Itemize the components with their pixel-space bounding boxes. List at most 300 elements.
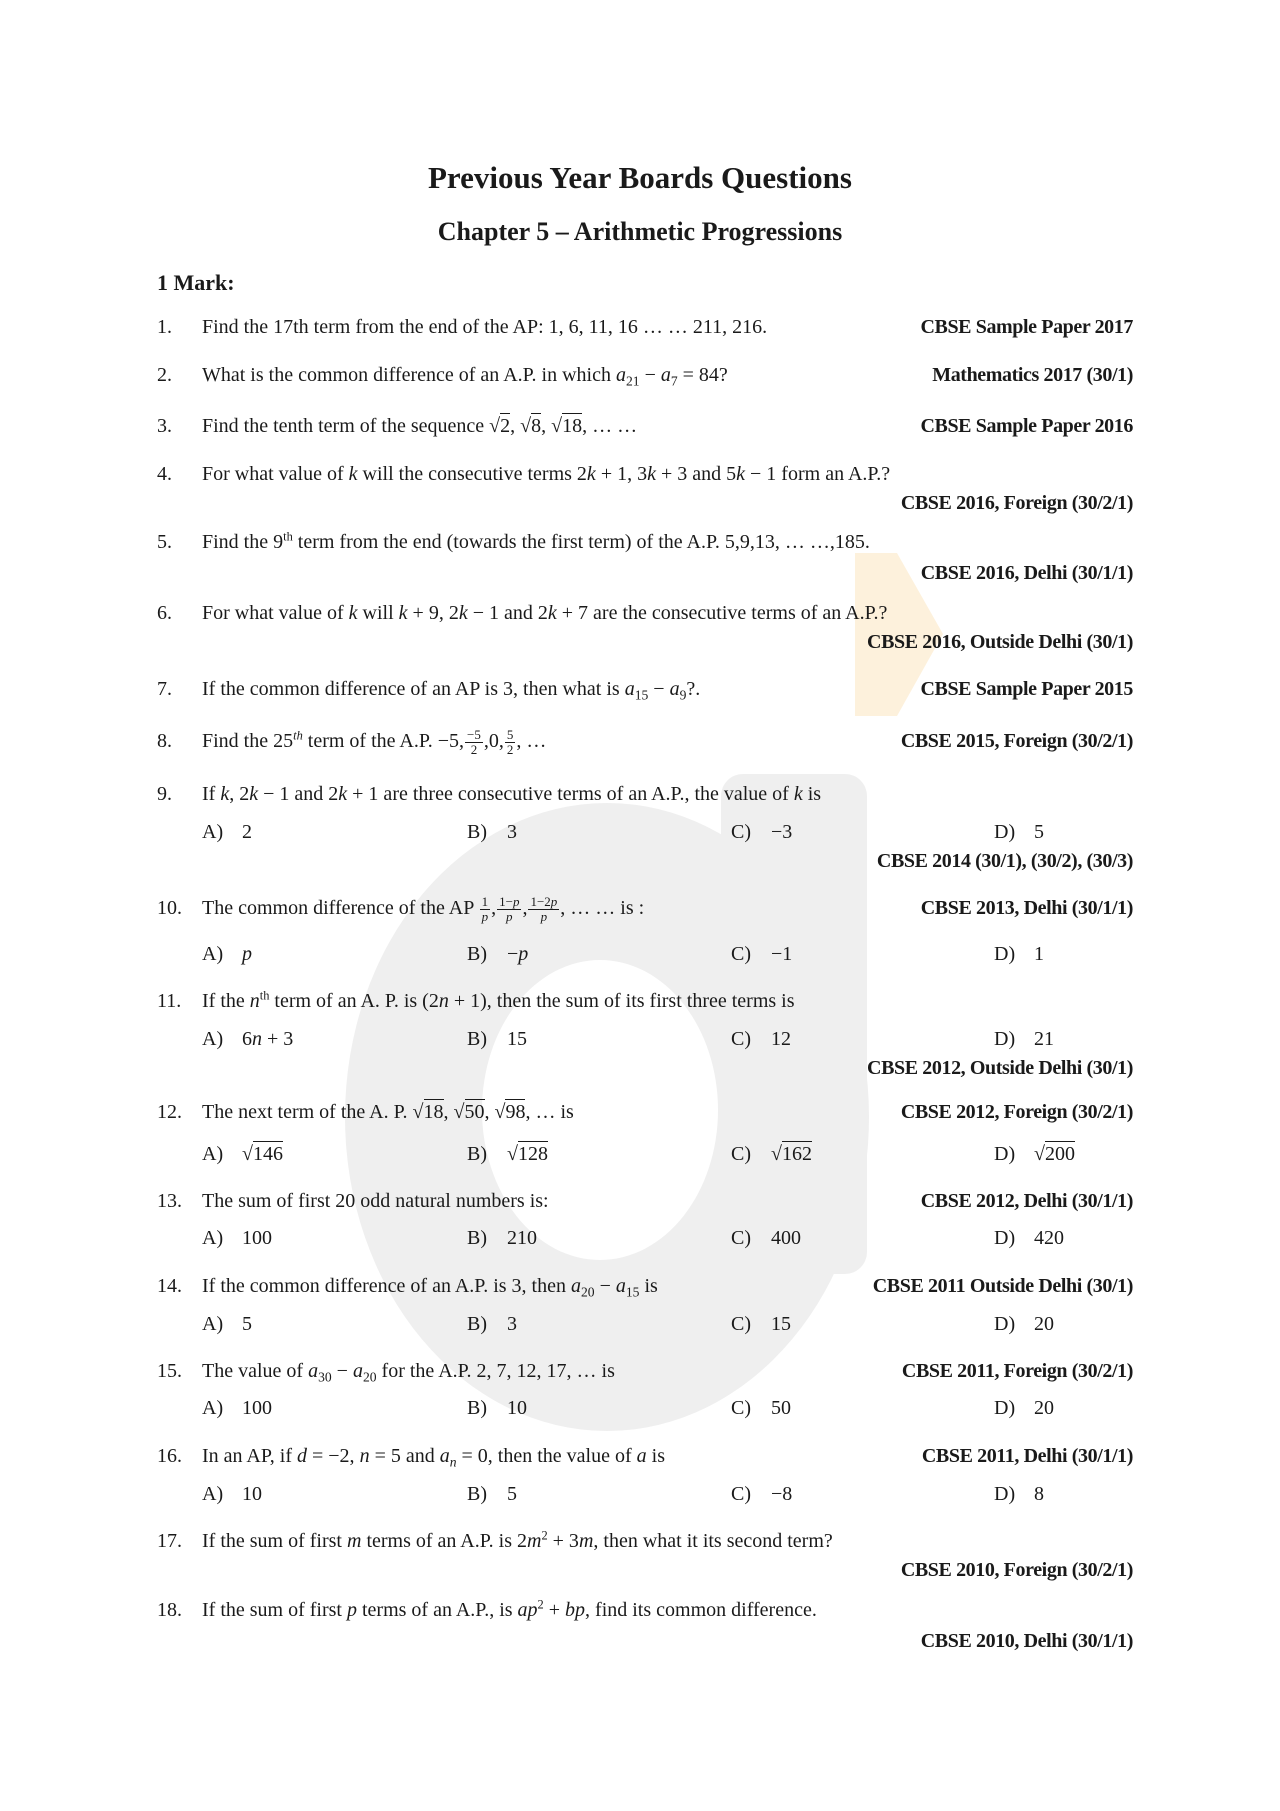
- option-label: D): [994, 821, 1016, 843]
- option-b: [467, 1393, 527, 1423]
- question-source: Mathematics 2017 (30/1): [932, 364, 1133, 386]
- question-source: CBSE 2010, Foreign (30/2/1): [900, 1559, 1133, 1581]
- option-value: [771, 943, 792, 965]
- text-run: For what value of: [202, 463, 349, 485]
- math-variable: n: [438, 990, 449, 1012]
- text-run: , then what it its second term?: [593, 1530, 833, 1552]
- text-run: If the sum of first: [202, 1530, 347, 1552]
- option-d: [994, 1309, 1054, 1339]
- math-variable: bp: [565, 1599, 586, 1621]
- question-10-options: [157, 939, 1133, 969]
- question-4: [157, 459, 1133, 489]
- fraction-numerator: [505, 728, 516, 743]
- text-run: , 2: [229, 783, 250, 805]
- text-run: − 1 form an A.P.?: [745, 463, 891, 485]
- radicand: 50: [464, 1101, 485, 1123]
- option-label: B): [467, 1028, 487, 1050]
- radicand: 200: [1044, 1143, 1075, 1165]
- question-7: [157, 674, 1133, 704]
- subscript: 30: [318, 1369, 332, 1385]
- math-variable: k: [249, 783, 259, 805]
- text-run: , …: [516, 730, 547, 752]
- question-number: 15.: [157, 1360, 182, 1382]
- subscript: 20: [580, 1284, 595, 1300]
- text-run: , … …: [582, 415, 638, 437]
- question-number: 16.: [157, 1445, 182, 1467]
- text-run: −: [507, 943, 519, 965]
- question-source: CBSE 2016, Foreign (30/2/1): [900, 492, 1133, 514]
- option-value: [1034, 1227, 1064, 1249]
- option-b: [467, 817, 517, 847]
- question-source: CBSE 2010, Delhi (30/1/1): [920, 1630, 1133, 1652]
- question-text: [202, 1441, 665, 1471]
- text-run: 5: [506, 726, 514, 742]
- text-run: √: [1034, 1143, 1045, 1165]
- math-variable: k: [220, 783, 230, 805]
- math-variable: p: [512, 893, 520, 909]
- question-source: CBSE Sample Paper 2016: [920, 415, 1133, 437]
- question-14: [157, 1271, 1133, 1301]
- math-variable: a: [660, 364, 671, 386]
- question-number: 18.: [157, 1599, 182, 1621]
- section-heading: 1 Mark:: [157, 270, 235, 295]
- text-run: − 1 and 2: [467, 602, 548, 624]
- question-6: [157, 598, 1133, 628]
- option-value: [1034, 1313, 1054, 1335]
- question-number: 14.: [157, 1275, 182, 1297]
- question-source: CBSE 2015, Foreign (30/2/1): [900, 730, 1133, 752]
- text-run: terms of an A.P. is 2: [361, 1530, 527, 1552]
- question-text: [202, 312, 767, 342]
- math-variable: a: [624, 678, 635, 700]
- question-16: [157, 1441, 1133, 1471]
- text-run: −3: [771, 821, 793, 843]
- question-text: [202, 726, 546, 757]
- text-run: +: [543, 1599, 566, 1621]
- math-variable: k: [736, 463, 746, 485]
- question-12: [157, 1097, 1133, 1127]
- question-text: [202, 527, 870, 557]
- text-run: √: [453, 1101, 465, 1123]
- text-run: −8: [771, 1483, 793, 1505]
- subscript: 9: [679, 687, 687, 703]
- option-value: [1034, 1397, 1054, 1419]
- question-text: [202, 598, 887, 628]
- option-label: A): [202, 1227, 224, 1249]
- text-run: 1−2: [530, 893, 551, 909]
- text-run: 100: [242, 1397, 272, 1419]
- option-b: [467, 939, 528, 969]
- option-d: [994, 1024, 1054, 1054]
- math-variable: k: [348, 602, 358, 624]
- question-source: CBSE 2011, Foreign (30/2/1): [901, 1360, 1133, 1382]
- option-label: D): [994, 1397, 1016, 1419]
- text-run: is: [802, 783, 822, 805]
- text-run: 2: [506, 741, 514, 757]
- option-value: [507, 1227, 537, 1249]
- text-run: 21: [1034, 1028, 1054, 1050]
- math-variable: a: [615, 1275, 626, 1297]
- option-a: [202, 1309, 252, 1339]
- subscript: 20: [362, 1369, 377, 1385]
- math-variable: k: [647, 463, 656, 485]
- subscript: n: [449, 1454, 457, 1470]
- text-run: √: [551, 415, 563, 437]
- option-label: A): [202, 1028, 224, 1050]
- math-variable: k: [348, 463, 358, 485]
- text-run: ?.: [686, 678, 701, 700]
- option-c: [731, 1139, 812, 1169]
- text-run: will the consecutive terms 2: [357, 463, 587, 485]
- question-text: [202, 1271, 658, 1301]
- option-d: [994, 1223, 1064, 1253]
- text-run: 10: [242, 1483, 262, 1505]
- math-variable: p: [518, 943, 529, 965]
- option-label: A): [202, 1313, 224, 1335]
- option-label: B): [467, 1227, 487, 1249]
- option-a: [202, 817, 252, 847]
- radicand: 128: [517, 1143, 548, 1165]
- question-text: [202, 779, 821, 809]
- option-a: [202, 1024, 293, 1054]
- question-number: 4.: [157, 463, 172, 485]
- text-run: √: [494, 1101, 506, 1123]
- math-variable: k: [547, 602, 557, 624]
- option-label: A): [202, 1397, 224, 1419]
- option-c: [731, 817, 792, 847]
- option-c: [731, 1479, 792, 1509]
- radicand: 162: [781, 1143, 812, 1165]
- option-label: C): [731, 1143, 751, 1165]
- option-c: [731, 1223, 801, 1253]
- text-run: If the common difference of an A.P. is 3, then: [202, 1275, 571, 1297]
- question-source: CBSE 2013, Delhi (30/1/1): [920, 897, 1133, 919]
- text-run: 420: [1034, 1227, 1064, 1249]
- text-run: + 1), then the sum of its first three terms is: [448, 990, 795, 1012]
- question-number: 1.: [157, 316, 172, 338]
- text-run: is: [646, 1445, 665, 1467]
- math-variable: ap: [517, 1599, 538, 1621]
- option-value: [771, 1483, 792, 1505]
- text-run: 2: [470, 741, 478, 757]
- text-run: 15: [507, 1028, 527, 1050]
- fraction-numerator: [480, 895, 491, 910]
- text-run: 8: [1034, 1483, 1044, 1505]
- text-run: Find the 9: [202, 531, 284, 553]
- text-run: Find the 25: [202, 730, 294, 752]
- option-value: [507, 1397, 527, 1419]
- option-label: A): [202, 1143, 224, 1165]
- text-run: + 1 are three consecutive terms of an A.P., the value of: [347, 783, 794, 805]
- superscript: th: [259, 988, 270, 1003]
- math-variable: m: [527, 1530, 542, 1552]
- fraction-numerator: [497, 895, 521, 910]
- text-run: ,: [443, 1101, 454, 1123]
- text-run: −: [639, 364, 661, 386]
- question-number: 8.: [157, 730, 172, 752]
- text-run: The next term of the A. P.: [202, 1101, 413, 1123]
- math-variable: p: [481, 908, 489, 924]
- question-2: [157, 360, 1133, 390]
- math-variable: n: [249, 990, 260, 1012]
- math-variable: a: [615, 364, 626, 386]
- text-run: term from the end (towards the first term) of the A.P. 5,9,13, … …,185.: [292, 531, 870, 553]
- option-label: D): [994, 1483, 1016, 1505]
- option-label: D): [994, 1313, 1016, 1335]
- question-number: 11.: [157, 990, 182, 1012]
- question-source: CBSE 2014 (30/1), (30/2), (30/3): [876, 850, 1133, 872]
- text-run: term of the A.P. −5,: [302, 730, 465, 752]
- question-source: CBSE 2016, Outside Delhi (30/1): [867, 631, 1133, 653]
- option-value: [771, 1141, 812, 1165]
- text-run: Find the tenth term of the sequence: [202, 415, 490, 437]
- option-label: A): [202, 821, 224, 843]
- text-run: 3: [507, 1313, 517, 1335]
- question-text: [202, 411, 637, 441]
- text-run: is: [639, 1275, 658, 1297]
- option-value: [771, 1028, 791, 1050]
- question-number: 5.: [157, 531, 172, 553]
- option-a: [202, 1223, 272, 1253]
- option-label: C): [731, 1028, 751, 1050]
- option-label: D): [994, 1143, 1016, 1165]
- fraction: [528, 895, 559, 924]
- text-run: , … … is :: [560, 897, 645, 919]
- option-label: C): [731, 821, 751, 843]
- question-number: 17.: [157, 1530, 182, 1552]
- option-value: [1034, 1141, 1075, 1165]
- option-label: C): [731, 1227, 751, 1249]
- question-source: CBSE Sample Paper 2017: [920, 316, 1133, 338]
- text-run: 2: [242, 821, 252, 843]
- question-text: [202, 1595, 817, 1625]
- superscript: th: [283, 529, 293, 544]
- text-run: term of an A. P. is (2: [269, 990, 439, 1012]
- radicand: 18: [562, 415, 583, 437]
- question-source: CBSE 2012, Outside Delhi (30/1): [867, 1057, 1133, 1079]
- option-value: [507, 943, 528, 965]
- option-label: B): [467, 943, 487, 965]
- option-label: C): [731, 1313, 751, 1335]
- option-label: B): [467, 1397, 487, 1419]
- question-5-source-row: [157, 558, 1133, 588]
- question-text: [202, 986, 795, 1016]
- question-11-options: [157, 1024, 1133, 1054]
- text-run: 3: [507, 821, 517, 843]
- fraction-numerator: [528, 895, 559, 910]
- fraction-denominator: [528, 910, 559, 924]
- option-value: [1034, 1483, 1044, 1505]
- math-variable: p: [540, 908, 548, 924]
- question-14-options: [157, 1309, 1133, 1339]
- fraction: [465, 728, 483, 757]
- option-value: [507, 1313, 517, 1335]
- math-variable: a: [669, 678, 680, 700]
- fraction-denominator: [497, 910, 521, 924]
- text-run: 5: [507, 1483, 517, 1505]
- math-variable: m: [578, 1530, 594, 1552]
- option-c: [731, 939, 792, 969]
- text-run: + 3: [547, 1530, 579, 1552]
- math-variable: k: [586, 463, 596, 485]
- question-12-options: [157, 1139, 1133, 1169]
- text-run: In an AP, if: [202, 1445, 297, 1467]
- subscript: 15: [625, 1284, 640, 1300]
- text-run: 5: [242, 1313, 252, 1335]
- text-run: If the: [202, 990, 250, 1012]
- text-run: √: [412, 1101, 424, 1123]
- question-text: [202, 1097, 574, 1127]
- option-value: [771, 1397, 791, 1419]
- question-source: CBSE 2012, Foreign (30/2/1): [900, 1101, 1133, 1123]
- text-run: will: [357, 602, 399, 624]
- question-15: [157, 1356, 1133, 1386]
- fraction: [497, 895, 521, 924]
- text-run: If the sum of first: [202, 1599, 347, 1621]
- radicand: 98: [505, 1101, 526, 1123]
- question-10: [157, 893, 1133, 923]
- radicand: 8: [531, 415, 542, 437]
- option-a: [202, 939, 252, 969]
- math-variable: a: [308, 1360, 319, 1382]
- option-a: [202, 1139, 283, 1169]
- text-run: 210: [507, 1227, 537, 1249]
- text-run: = 5 and: [369, 1445, 440, 1467]
- text-run: , … is: [525, 1101, 574, 1123]
- radicand: 18: [423, 1101, 444, 1123]
- text-run: = 0, then the value of: [456, 1445, 637, 1467]
- superscript: 2: [541, 1528, 548, 1543]
- option-value: [242, 1397, 272, 1419]
- text-run: 12: [771, 1028, 791, 1050]
- option-d: [994, 939, 1044, 969]
- text-run: For what value of: [202, 602, 349, 624]
- option-a: [202, 1393, 272, 1423]
- option-label: D): [994, 1028, 1016, 1050]
- text-run: for the A.P. 2, 7, 12, 17, … is: [376, 1360, 615, 1382]
- fraction-denominator: [465, 743, 483, 757]
- radicand: 146: [252, 1143, 283, 1165]
- option-label: D): [994, 943, 1016, 965]
- question-number: 2.: [157, 364, 172, 386]
- text-run: −: [594, 1275, 616, 1297]
- text-run: −1: [771, 943, 793, 965]
- text-run: 6: [242, 1028, 252, 1050]
- question-11: [157, 986, 1133, 1016]
- text-run: −: [648, 678, 670, 700]
- text-run: ,: [510, 415, 521, 437]
- fraction-numerator: [465, 728, 483, 743]
- option-value: [507, 821, 517, 843]
- text-run: + 1, 3: [595, 463, 648, 485]
- math-variable: k: [398, 602, 408, 624]
- option-value: [1034, 943, 1044, 965]
- math-variable: k: [338, 783, 348, 805]
- option-label: C): [731, 1397, 751, 1419]
- fraction: [505, 728, 516, 757]
- option-b: [467, 1223, 537, 1253]
- question-source: CBSE 2011 Outside Delhi (30/1): [872, 1275, 1133, 1297]
- math-variable: k: [793, 783, 803, 805]
- text-run: 5: [1034, 821, 1044, 843]
- text-run: What is the common difference of an A.P. in which: [202, 364, 616, 386]
- question-number: 6.: [157, 602, 172, 624]
- superscript: th: [293, 728, 303, 743]
- text-run: 20: [1034, 1313, 1054, 1335]
- text-run: ,: [522, 897, 528, 919]
- question-3: [157, 411, 1133, 441]
- text-run: 1: [481, 893, 489, 909]
- option-c: [731, 1024, 791, 1054]
- text-run: √: [489, 415, 501, 437]
- text-run: , find its common difference.: [585, 1599, 817, 1621]
- page-title: Previous Year Boards Questions: [428, 160, 852, 195]
- subscript: 21: [625, 373, 640, 389]
- option-value: [242, 1313, 252, 1335]
- option-value: [242, 821, 252, 843]
- question-4-source-row: [157, 488, 1133, 518]
- text-run: 10: [507, 1397, 527, 1419]
- question-number: 12.: [157, 1101, 182, 1123]
- superscript: 2: [537, 1597, 544, 1612]
- question-9-options: [157, 817, 1133, 847]
- question-15-options: [157, 1393, 1133, 1423]
- text-run: If the common difference of an AP is 3, then what is: [202, 678, 625, 700]
- text-run: + 7 are the consecutive terms of an A.P.?: [556, 602, 888, 624]
- text-run: √: [771, 1143, 782, 1165]
- option-d: [994, 817, 1044, 847]
- text-run: Find the 17th term from the end of the AP: 1, 6, 11, 16 … … 211, 216.: [202, 316, 768, 338]
- option-value: [507, 1141, 548, 1165]
- text-run: The common difference of the AP: [202, 897, 479, 919]
- fraction: [480, 895, 491, 924]
- option-value: [242, 1028, 293, 1050]
- option-c: [731, 1309, 791, 1339]
- option-label: C): [731, 943, 751, 965]
- option-label: B): [467, 1313, 487, 1335]
- question-18: [157, 1595, 1133, 1625]
- option-label: A): [202, 943, 224, 965]
- subscript: 15: [634, 687, 649, 703]
- question-17-source-row: [157, 1555, 1133, 1585]
- option-label: D): [994, 1227, 1016, 1249]
- text-run: 20: [1034, 1397, 1054, 1419]
- text-run: √: [520, 415, 532, 437]
- math-variable: p: [346, 1599, 357, 1621]
- question-6-source-row: [157, 627, 1133, 657]
- question-18-source-row: [157, 1626, 1133, 1656]
- question-1: [157, 312, 1133, 342]
- option-label: A): [202, 1483, 224, 1505]
- option-value: [242, 943, 252, 965]
- math-variable: k: [458, 602, 468, 624]
- math-variable: m: [346, 1530, 362, 1552]
- option-d: [994, 1139, 1075, 1169]
- text-run: The value of: [202, 1360, 309, 1382]
- math-variable: a: [636, 1445, 647, 1467]
- text-run: √: [242, 1143, 253, 1165]
- text-run: + 3: [262, 1028, 294, 1050]
- question-9-source-row: [157, 846, 1133, 876]
- option-b: [467, 1139, 548, 1169]
- option-value: [242, 1483, 262, 1505]
- option-value: [771, 1227, 801, 1249]
- question-text: [202, 360, 728, 390]
- option-label: B): [467, 821, 487, 843]
- question-text: [202, 1186, 549, 1216]
- text-run: 50: [771, 1397, 791, 1419]
- question-source: CBSE 2011, Delhi (30/1/1): [921, 1445, 1133, 1467]
